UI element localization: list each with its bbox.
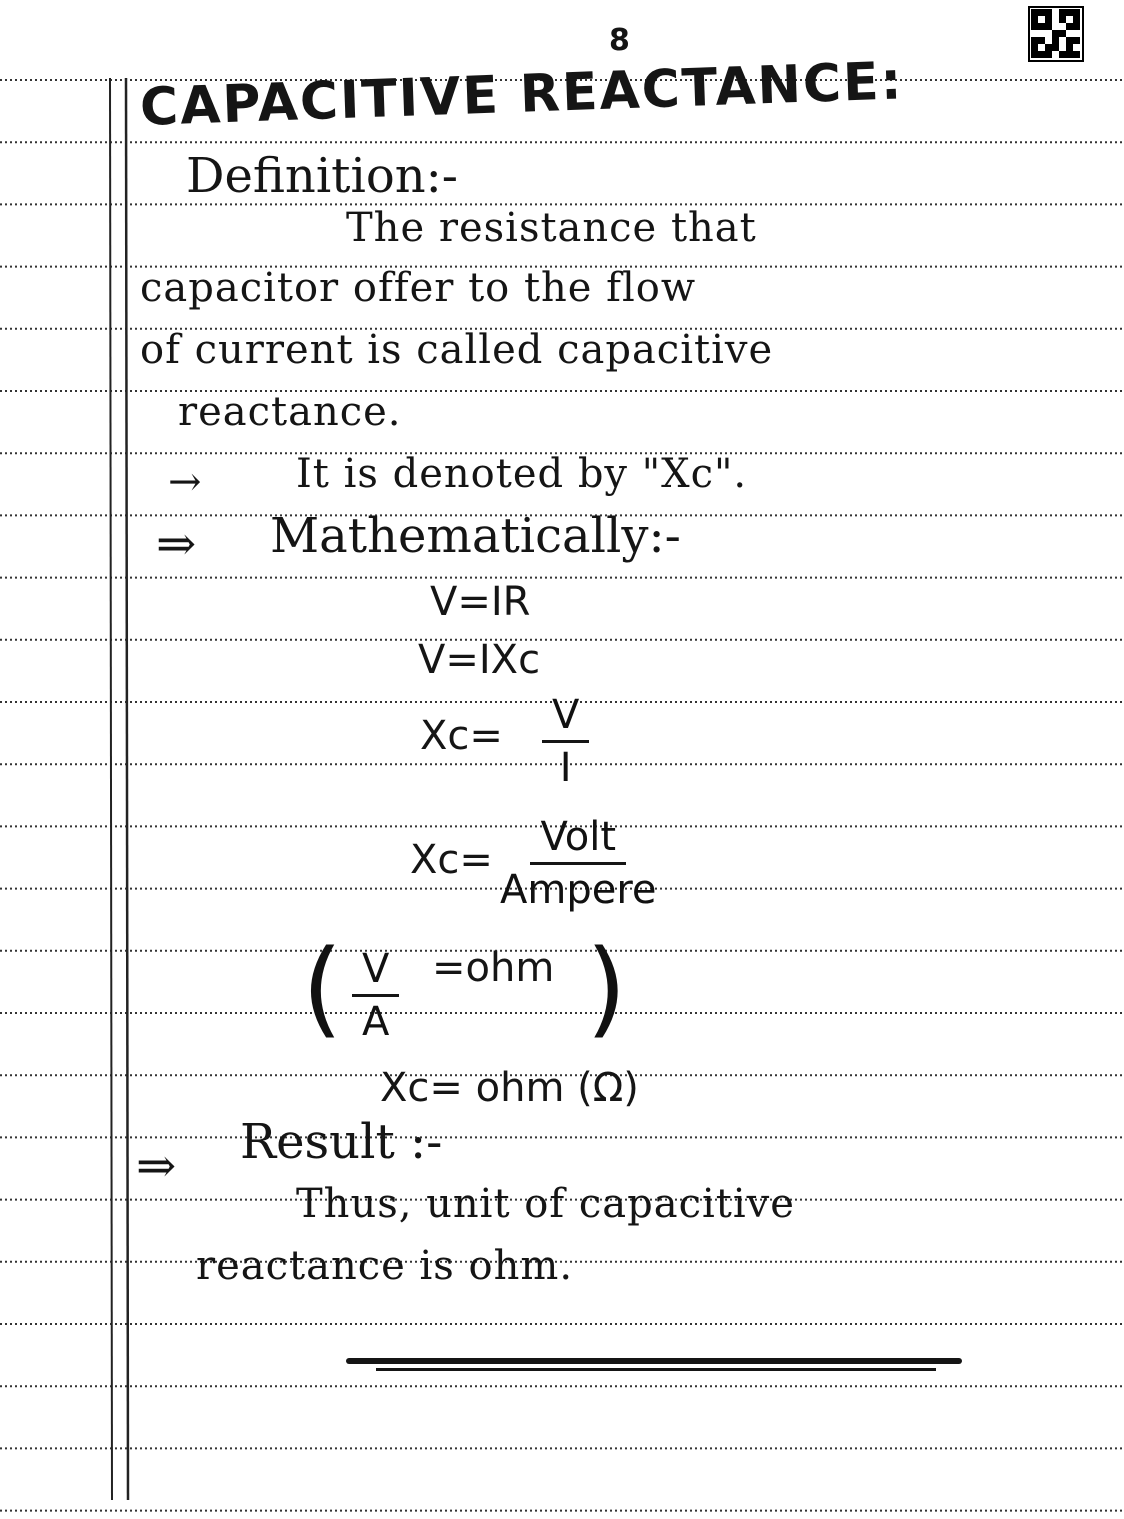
equation-ohm: =ohm [432, 945, 555, 991]
double-arrow-icon: ⇒ [136, 1138, 177, 1194]
qr-module [1059, 9, 1066, 16]
qr-module [1045, 51, 1052, 58]
definition-heading: Definition:- [186, 148, 459, 204]
qr-module [1073, 9, 1080, 16]
qr-module [1066, 37, 1073, 44]
qr-module [1052, 37, 1059, 44]
qr-module [1031, 16, 1038, 23]
qr-module [1031, 37, 1038, 44]
qr-module [1066, 23, 1073, 30]
qr-module [1059, 30, 1066, 37]
qr-module [1052, 44, 1059, 51]
qr-module [1045, 44, 1052, 51]
qr-module [1045, 16, 1052, 23]
arrow-icon: → [168, 459, 203, 505]
qr-module [1073, 23, 1080, 30]
fraction-denominator: I [559, 745, 572, 791]
qr-module [1066, 44, 1073, 51]
close-parenthesis: ) [586, 927, 627, 1049]
equation-v-ixc: V=IXc [418, 637, 541, 683]
result-line-1: Thus, unit of capacitive [296, 1181, 795, 1227]
equation-xc-unit-lhs: Xc= [410, 837, 493, 883]
fraction-numerator: V [542, 690, 589, 743]
margin-line [126, 78, 128, 1500]
qr-module [1038, 9, 1045, 16]
qr-module [1073, 37, 1080, 44]
definition-line-4: reactance. [178, 389, 402, 435]
end-underline-thin [376, 1368, 936, 1371]
page-title: CAPACITIVE REACTANCE: [138, 51, 905, 138]
equation-ohms-law: V=IR [430, 579, 531, 625]
double-arrow-icon: ⇒ [156, 516, 197, 572]
margin-line [110, 78, 112, 1500]
open-parenthesis: ( [302, 927, 343, 1049]
page-number: 8 [609, 23, 630, 58]
fraction-denominator: A [362, 999, 390, 1045]
qr-module [1045, 9, 1052, 16]
qr-module [1059, 51, 1066, 58]
definition-line-2: capacitor offer to the flow [140, 265, 697, 311]
result-heading: Result :- [240, 1114, 443, 1170]
fraction-v-over-i [542, 690, 589, 793]
fraction-numerator: V [352, 944, 399, 997]
fraction-denominator: Ampere [500, 867, 657, 913]
result-line-2: reactance is ohm. [196, 1243, 574, 1289]
qr-module [1031, 9, 1038, 16]
qr-module [1052, 30, 1059, 37]
denoted-text: It is denoted by "Xc". [296, 451, 748, 497]
qr-module [1066, 9, 1073, 16]
qr-module [1038, 37, 1045, 44]
qr-module [1073, 16, 1080, 23]
qr-module [1031, 51, 1038, 58]
equation-xc-ohm: Xc= ohm (Ω) [380, 1065, 639, 1111]
fraction-v-over-a [352, 944, 399, 1047]
qr-module [1031, 23, 1038, 30]
qr-module [1073, 51, 1080, 58]
qr-module [1066, 51, 1073, 58]
fraction-numerator: Volt [530, 812, 626, 865]
qr-module [1031, 44, 1038, 51]
equation-xc-lhs: Xc= [420, 713, 503, 759]
qr-module [1045, 23, 1052, 30]
qr-code-icon [1028, 6, 1084, 62]
qr-module [1038, 51, 1045, 58]
end-underline [346, 1358, 962, 1364]
mathematically-heading: Mathematically:- [270, 508, 681, 564]
qr-module [1038, 23, 1045, 30]
fraction-volt-over-ampere [500, 812, 657, 915]
definition-line-1: The resistance that [346, 205, 757, 251]
qr-module [1059, 16, 1066, 23]
definition-line-3: of current is called capacitive [140, 327, 774, 373]
